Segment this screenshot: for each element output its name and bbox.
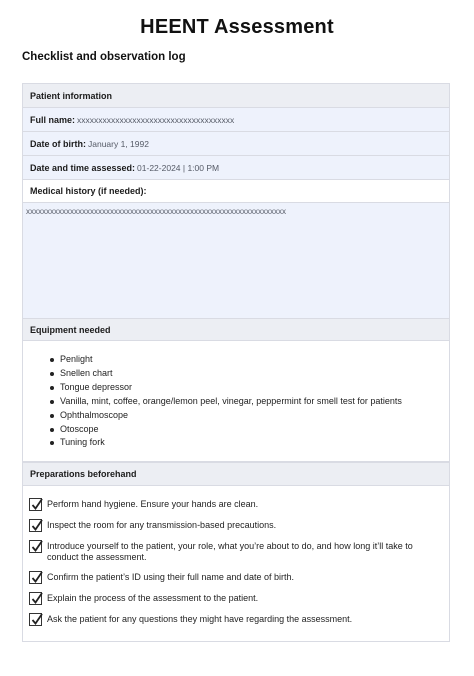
checklist-item-text: Introduce yourself to the patient, your role, what you’re about to do, and how long it’ll take to conduct the assessment. [47,541,413,562]
checklist-item-text: Perform hand hygiene. Ensure your hands are clean. [47,499,259,509]
checklist-item-text: Explain the process of the assessment to the patient. [47,593,259,603]
preparations-header: Preparations beforehand [23,463,449,485]
checklist-item-text: Confirm the patient’s ID using their full name and date of birth. [47,572,294,582]
checklist-item[interactable] [29,592,449,605]
checklist-item[interactable] [29,498,449,511]
patient-information-header: Patient information [23,84,449,107]
checkbox-checked-icon[interactable] [29,540,42,553]
medical-history-value: xxxxxxxxxxxxxxxxxxxxxxxxxxxxxxxxxxxxxxxxxxxxxxxxxxxxxxxxxxxxxxxxx [26,207,286,216]
checkbox-checked-icon[interactable] [29,498,42,511]
date-of-birth-row[interactable] [23,131,449,155]
list-item: Otoscope [50,423,449,437]
checklist-item-text: Ask the patient for any questions they might have regarding the assessment. [47,614,353,624]
checkbox-checked-icon[interactable] [29,519,42,532]
checklist-item-text: Inspect the room for any transmission-based precautions. [47,520,277,530]
list-item: Ophthalmoscope [50,409,449,423]
date-of-birth-label: Date of birth: [30,138,86,149]
patient-information-section [22,83,450,320]
full-name-value: xxxxxxxxxxxxxxxxxxxxxxxxxxxxxxxxxxxxx [77,114,235,125]
date-time-assessed-row[interactable] [23,155,449,179]
full-name-label: Full name: [30,114,76,125]
list-item: Tuning fork [50,436,449,450]
equipment-list [23,340,449,461]
list-item: Penlight [50,353,449,367]
preparations-section [22,462,450,642]
full-name-row[interactable] [23,107,449,131]
equipment-section [22,318,450,462]
list-item: Snellen chart [50,367,449,381]
list-item: Vanilla, mint, coffee, orange/lemon peel, vinegar, peppermint for smell test for patients [50,395,449,409]
medical-history-field[interactable] [23,202,449,319]
page-title: HEENT Assessment [140,16,334,38]
list-item: Tongue depressor [50,381,449,395]
preparations-checklist [23,485,449,641]
checklist-item[interactable] [29,519,449,532]
checkbox-checked-icon[interactable] [29,592,42,605]
date-time-assessed-label: Date and time assessed: [30,162,136,173]
checkbox-checked-icon[interactable] [29,571,42,584]
checklist-item[interactable] [29,571,449,584]
checkbox-checked-icon[interactable] [29,613,42,626]
equipment-header: Equipment needed [23,319,449,340]
date-of-birth-value: January 1, 1992 [88,138,149,149]
checklist-item[interactable] [29,613,449,626]
page-subtitle: Checklist and observation log [22,51,186,63]
checklist-item[interactable] [29,540,449,563]
medical-history-label: Medical history (if needed): [23,179,449,202]
date-time-assessed-value: 01-22-2024 | 1:00 PM [137,162,220,173]
